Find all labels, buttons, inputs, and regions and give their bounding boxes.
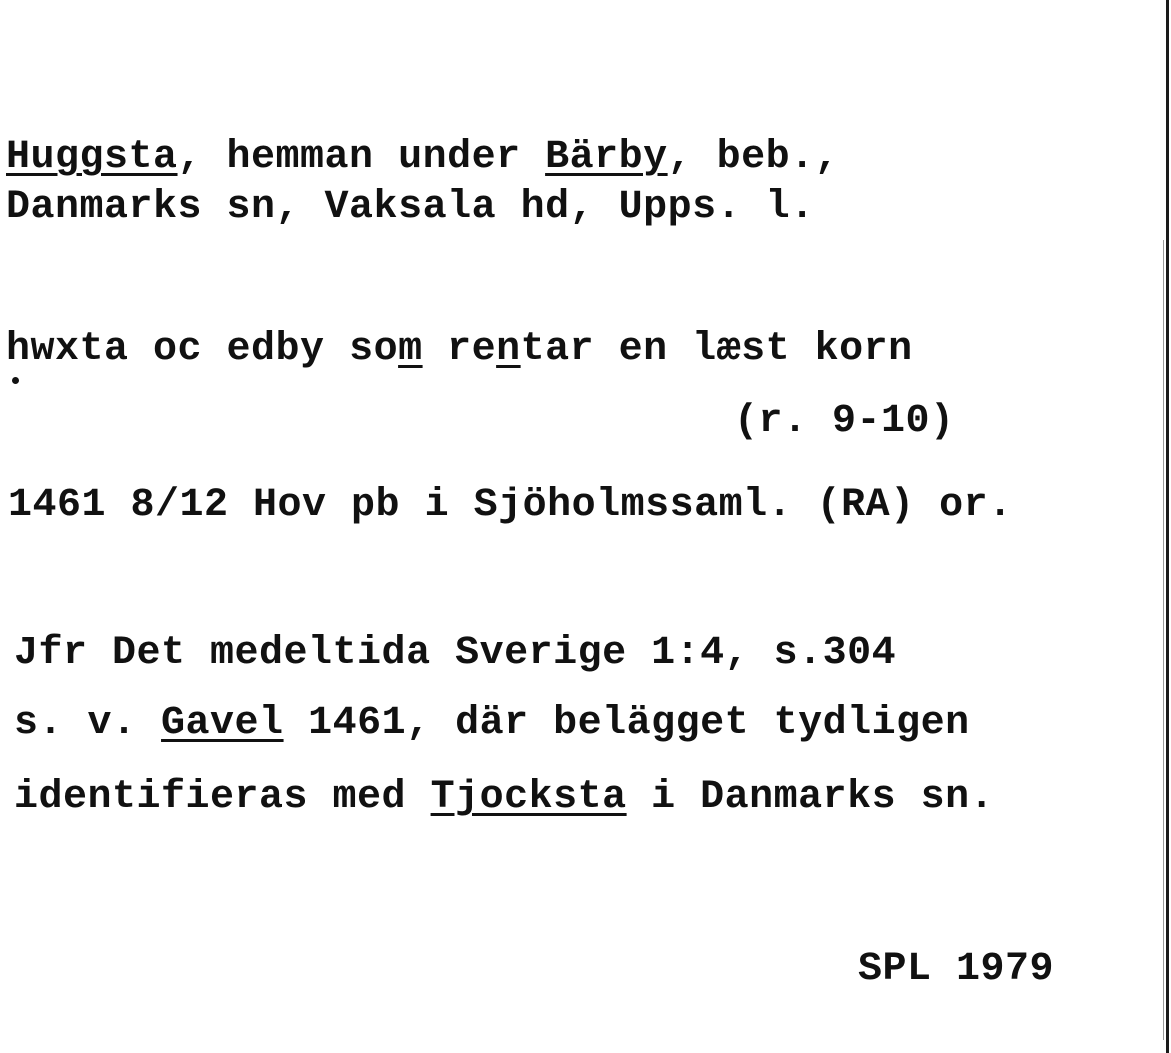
signature: SPL 1979 [858,947,1055,992]
reference-gavel: Gavel [161,701,284,746]
abbreviation-n: n [496,327,521,372]
headword: Huggsta [6,135,178,180]
note-line-2 [14,700,970,748]
note-line-3 [14,774,994,822]
parent-farm: Bärby [545,135,668,180]
location-line: Danmarks sn, Vaksala hd, Upps. l. [6,185,815,230]
row-reference: (r. 9-10) [734,399,955,444]
card-edge-shadow [1163,240,1164,1040]
headword-description: , hemman under [177,135,546,180]
note-continuation: 1461, där belägget tydligen [283,701,970,746]
quote-part-c: tar en læst korn [520,327,913,372]
headword-line [6,134,839,182]
note-identify: identifieras med [14,775,431,820]
dotted-letter: h [6,327,31,372]
quote-part-a: wxta oc edby so [30,327,399,372]
quotation-line [6,326,913,374]
quote-part-b: re [422,327,497,372]
note-prefix: s. v. [14,701,162,746]
card-edge [1166,0,1169,1053]
headword-status: , beb., [667,135,840,180]
abbreviation-m: m [398,327,423,372]
note-parish: i Danmarks sn. [626,775,995,820]
source-line: 1461 8/12 Hov pb i Sjöholmssaml. (RA) or. [8,483,1013,528]
reference-tjocksta: Tjocksta [430,775,627,820]
note-line-1: Jfr Det medeltida Sverige 1:4, s.304 [14,631,897,676]
